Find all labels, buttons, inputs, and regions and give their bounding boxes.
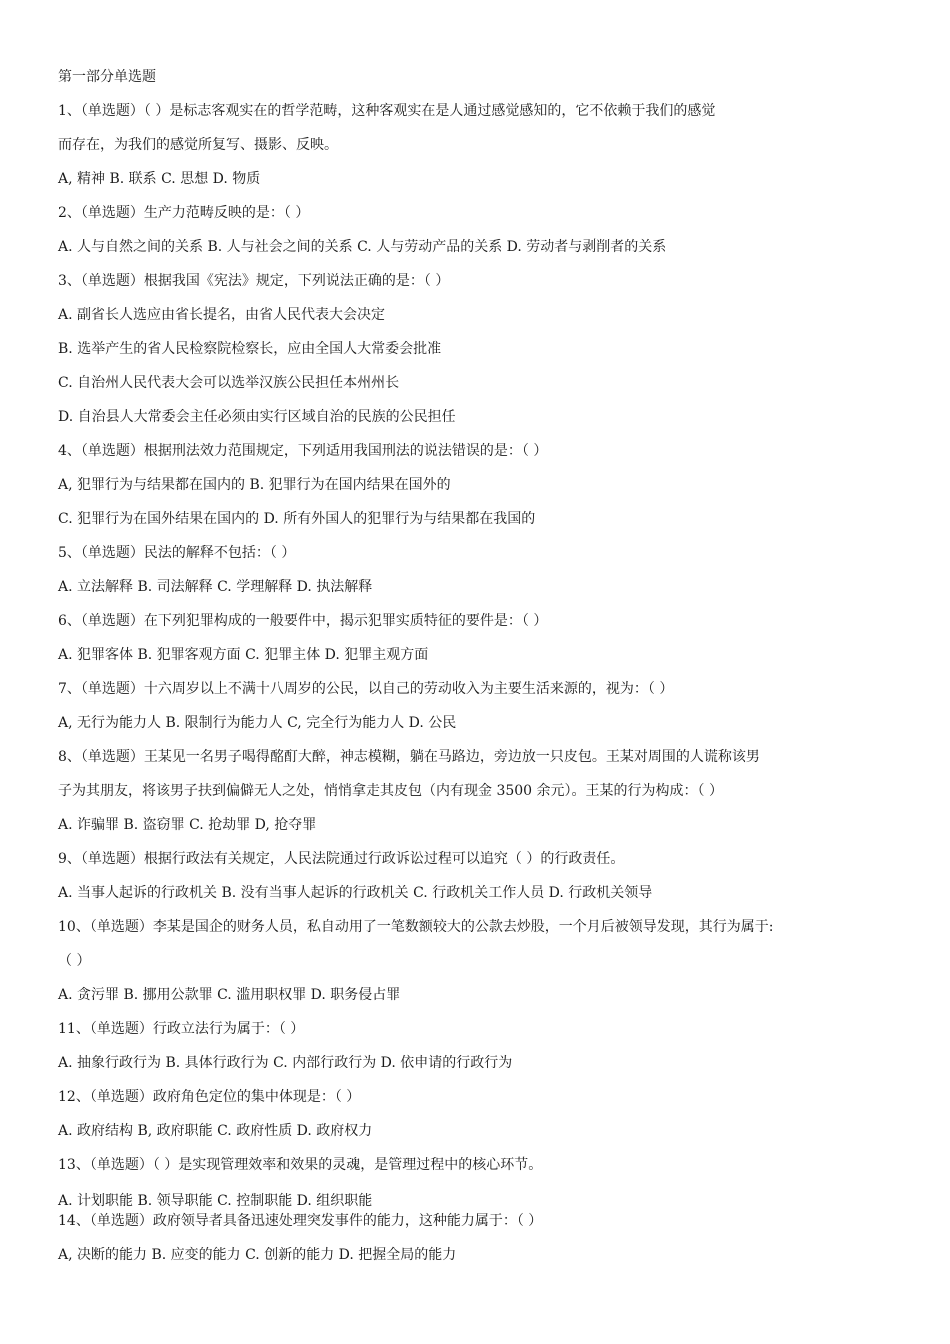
- question-6-options: A. 犯罪客体 B. 犯罪客观方面 C. 犯罪主体 D. 犯罪主观方面: [58, 647, 429, 663]
- question-8-continued: 子为其朋友，将该男子扶到偏僻无人之处，悄悄拿走其皮包（内有现金 3500 余元）。王某的行为构成：（ ）: [58, 783, 723, 799]
- question-12-options: A. 政府结构 B, 政府职能 C. 政府性质 D. 政府权力: [58, 1123, 373, 1139]
- question-1-continued: 而存在，为我们的感觉所复写、摄影、反映。: [58, 137, 338, 153]
- question-7: 7、（单选题）十六周岁以上不满十八周岁的公民，以自己的劳动收入为主要生活来源的，视为：（ ）: [58, 681, 674, 697]
- question-3-option-d: D. 自治县人大常委会主任必须由实行区域自治的民族的公民担任: [58, 409, 456, 425]
- question-4-options-ab: A, 犯罪行为与结果都在国内的 B. 犯罪行为在国内结果在国外的: [58, 477, 451, 493]
- section-title: 第一部分单选题: [58, 69, 156, 85]
- question-9-options: A. 当事人起诉的行政机关 B. 没有当事人起诉的行政机关 C. 行政机关工作人员 D. 行政机关领导: [58, 885, 653, 901]
- question-4: 4、（单选题）根据刑法效力范围规定，下列适用我国刑法的说法错误的是：（ ）: [58, 443, 548, 459]
- question-5: 5、（单选题）民法的解释不包括：（ ）: [58, 545, 296, 561]
- question-2-options: A. 人与自然之间的关系 B. 人与社会之间的关系 C. 人与劳动产品的关系 D. 劳动者与剥削者的关系: [58, 239, 667, 255]
- question-2: 2、（单选题）生产力范畴反映的是：（ ）: [58, 205, 310, 221]
- question-9: 9、（单选题）根据行政法有关规定，人民法院通过行政诉讼过程可以追究（ ）的行政责任。: [58, 851, 625, 867]
- question-3: 3、（单选题）根据我国《宪法》规定，下列说法正确的是：（ ）: [58, 273, 450, 289]
- question-12: 12、（单选题）政府角色定位的集中体现是：（ ）: [58, 1089, 361, 1105]
- question-13-options: A. 计划职能 B. 领导职能 C. 控制职能 D. 组织职能: [58, 1193, 373, 1209]
- question-1-options: A, 精神 B. 联系 C. 思想 D. 物质: [58, 171, 261, 187]
- question-8: 8、（单选题）王某见一名男子喝得酩酊大醉，神志模糊，躺在马路边，旁边放一只皮包。王某对周围的人谎称该男: [58, 749, 760, 765]
- question-14-options: A, 决断的能力 B. 应变的能力 C. 创新的能力 D. 把握全局的能力: [58, 1247, 457, 1263]
- question-13: 13、（单选题）（ ）是实现管理效率和效果的灵魂，是管理过程中的核心环节。: [58, 1157, 543, 1173]
- question-3-option-c: C. 自治州人民代表大会可以选举汉族公民担任本州州长: [58, 375, 400, 391]
- question-11: 11、（单选题）行政立法行为属于：（ ）: [58, 1021, 305, 1037]
- question-7-options: A, 无行为能力人 B. 限制行为能力人 C, 完全行为能力人 D. 公民: [58, 715, 457, 731]
- question-5-options: A. 立法解释 B. 司法解释 C. 学理解释 D. 执法解释: [58, 579, 373, 595]
- question-10-continued: （ ）: [58, 953, 91, 969]
- question-10: 10、（单选题）李某是国企的财务人员，私自动用了一笔数额较大的公款去炒股，一个月后被领导发现，其行为属于:: [58, 919, 774, 935]
- question-4-options-cd: C. 犯罪行为在国外结果在国内的 D. 所有外国人的犯罪行为与结果都在我国的: [58, 511, 536, 527]
- question-14: 14、（单选题）政府领导者具备迅速处理突发事件的能力，这种能力属于：（ ）: [58, 1213, 543, 1229]
- question-10-options: A. 贪污罪 B. 挪用公款罪 C. 滥用职权罪 D. 职务侵占罪: [58, 987, 401, 1003]
- question-3-option-b: B. 选举产生的省人民检察院检察长，应由全国人大常委会批准: [58, 341, 442, 357]
- question-6: 6、（单选题）在下列犯罪构成的一般要件中，揭示犯罪实质特征的要件是：（ ）: [58, 613, 548, 629]
- question-11-options: A. 抽象行政行为 B. 具体行政行为 C. 内部行政行为 D. 依申请的行政行为: [58, 1055, 513, 1071]
- question-8-options: A. 诈骗罪 B. 盗窃罪 C. 抢劫罪 D, 抢夺罪: [58, 817, 317, 833]
- question-3-option-a: A. 副省长人选应由省长提名，由省人民代表大会决定: [58, 307, 386, 323]
- question-1: 1、（单选题）（ ）是标志客观实在的哲学范畴，这种客观实在是人通过感觉感知的，它不依赖于我们的感觉: [58, 103, 716, 119]
